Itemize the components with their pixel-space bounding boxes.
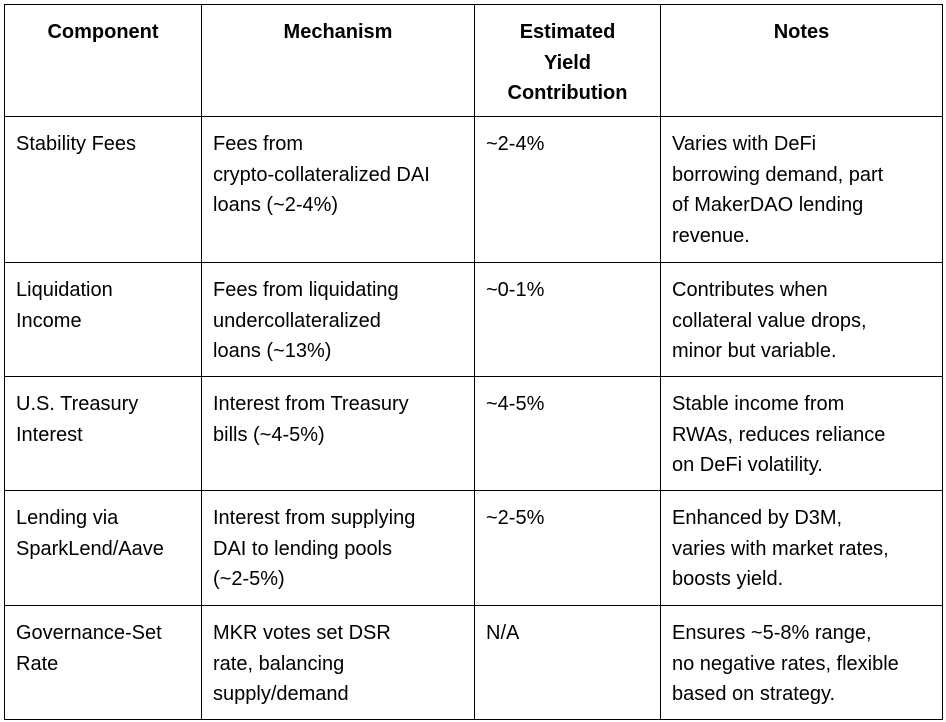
cell-mechanism: Interest from supplying DAI to lending pools (~2-5%)	[202, 491, 475, 606]
cell-notes: Ensures ~5-8% range, no negative rates, flexible based on strategy.	[661, 606, 943, 720]
cell-mechanism: Fees from liquidating undercollateralized loans (~13%)	[202, 263, 475, 377]
cell-component: Liquidation Income	[5, 263, 202, 377]
cell-component: Lending via SparkLend/Aave	[5, 491, 202, 606]
table-row	[5, 606, 943, 720]
cell-yield: ~4-5%	[475, 377, 661, 491]
cell-notes: Varies with DeFi borrowing demand, part of MakerDAO lending revenue.	[661, 117, 943, 263]
header-component: Component	[5, 5, 202, 117]
table-row	[5, 117, 943, 263]
cell-yield: ~2-5%	[475, 491, 661, 606]
cell-notes: Enhanced by D3M, varies with market rates, boosts yield.	[661, 491, 943, 606]
cell-notes: Stable income from RWAs, reduces reliance on DeFi volatility.	[661, 377, 943, 491]
table-row	[5, 491, 943, 606]
header-notes: Notes	[661, 5, 943, 117]
cell-component: Stability Fees	[5, 117, 202, 263]
cell-mechanism: MKR votes set DSR rate, balancing supply/demand	[202, 606, 475, 720]
header-estimated-yield: Estimated Yield Contribution	[475, 5, 661, 117]
cell-notes: Contributes when collateral value drops, minor but variable.	[661, 263, 943, 377]
cell-component: U.S. Treasury Interest	[5, 377, 202, 491]
table-row	[5, 377, 943, 491]
cell-yield: ~0-1%	[475, 263, 661, 377]
cell-yield: ~2-4%	[475, 117, 661, 263]
table-row	[5, 263, 943, 377]
cell-mechanism: Fees from crypto-collateralized DAI loans (~2-4%)	[202, 117, 475, 263]
header-row	[5, 5, 943, 117]
header-mechanism: Mechanism	[202, 5, 475, 117]
cell-mechanism: Interest from Treasury bills (~4-5%)	[202, 377, 475, 491]
yield-components-table	[4, 4, 943, 720]
cell-yield: N/A	[475, 606, 661, 720]
cell-component: Governance-Set Rate	[5, 606, 202, 720]
